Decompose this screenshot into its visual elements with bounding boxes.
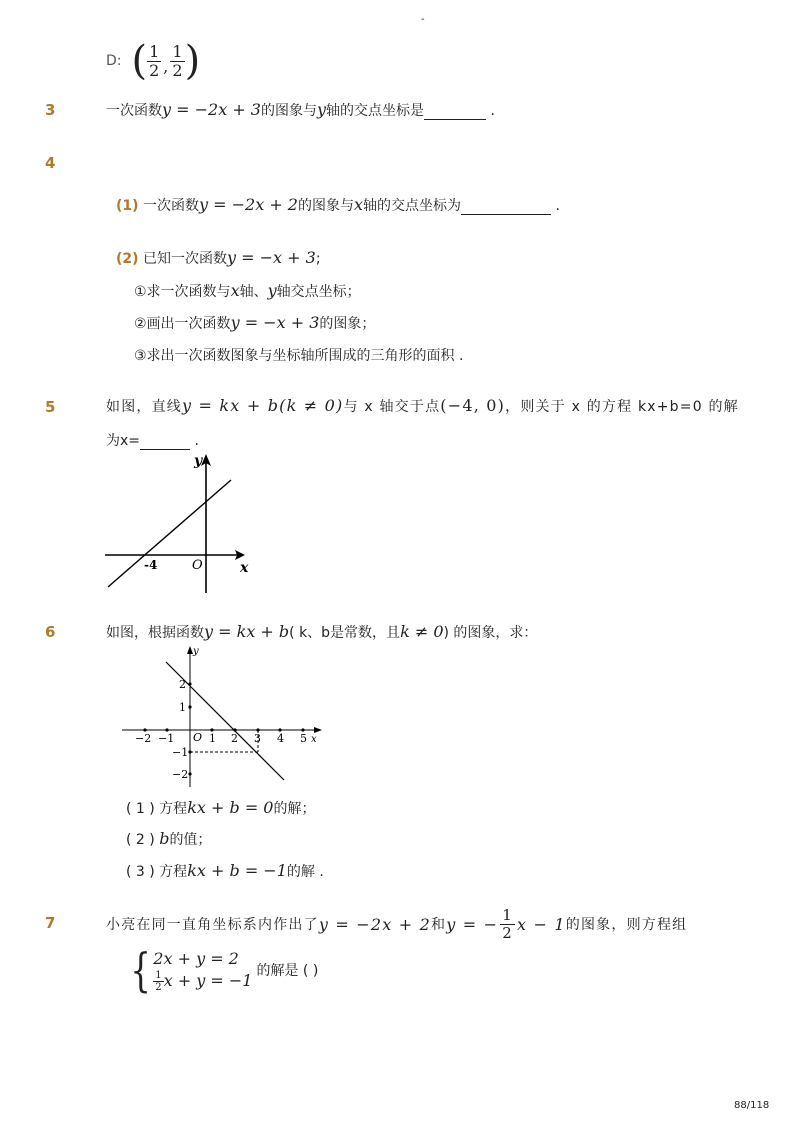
question-4-part-2: (2) 已知一次函数y = −x + 3; <box>116 248 321 267</box>
y-axis-label: y <box>193 646 199 657</box>
question-3-text: 一次函数y = −2x + 3的图象与y轴的交点坐标是 . <box>106 100 495 119</box>
question-7-system <box>126 943 318 997</box>
question-5-number: 5 <box>45 398 56 416</box>
y-tick-1: 1 <box>179 701 186 714</box>
option-d-right-num: 1 <box>172 41 183 61</box>
option-d-left-den: 2 <box>149 60 160 80</box>
graph-line <box>108 480 231 587</box>
x-tick-minus-1: −1 <box>158 732 175 745</box>
x-axis-arrow-icon <box>314 727 322 733</box>
x-tick-3: 3 <box>254 732 261 745</box>
question-4-step-2: ②画出一次函数y = −x + 3的图象； <box>134 313 376 332</box>
question-6-graph <box>118 642 328 792</box>
equation-1: 2x + y = 2 <box>153 948 239 968</box>
y-tick-minus-2: −2 <box>172 768 189 781</box>
option-d: D: ( $\frac{1}{2}$ , $\frac{1}{2}$ ) <box>106 38 201 84</box>
question-5-line-2: 为x= . <box>106 433 199 449</box>
origin-label: O <box>193 731 203 744</box>
tick-label-minus-4: -4 <box>144 558 158 572</box>
brace-icon: { <box>130 943 151 997</box>
question-3-answer-blank[interactable] <box>424 104 486 120</box>
question-6-text: 如图，根据函数y = kx + b( k、b是常数，且k ≠ 0) 的图象，求： <box>106 622 538 641</box>
option-d-sep: , <box>163 56 169 76</box>
x-axis-label: x <box>311 734 317 745</box>
question-6-sub-1: ( 1 ) 方程kx + b = 0的解； <box>126 798 316 817</box>
question-4-step-1: ①求一次函数与x轴、y轴交点坐标； <box>134 281 361 300</box>
question-4-number: 4 <box>45 154 56 172</box>
question-3-number: 3 <box>45 101 56 119</box>
option-d-right-den: 2 <box>172 60 183 80</box>
question-6-sub-3: ( 3 ) 方程kx + b = −1的解 . <box>126 861 324 880</box>
top-mark: - <box>421 14 425 25</box>
x-tick-4: 4 <box>277 732 284 745</box>
option-d-left-num: 1 <box>149 41 160 61</box>
x-axis-label: x <box>240 560 249 576</box>
equation-2: $\frac{1}{2}$ x + y = −1 <box>155 969 253 993</box>
x-tick-5: 5 <box>300 732 307 745</box>
question-7-text: 小亮在同一直角坐标系内作出了 y = −2x + 2 和 y = − $\frac{1}{2}$ x − 1 的图象，则方程组 <box>106 906 688 942</box>
option-d-label: D: <box>106 53 122 69</box>
question-4-answer-blank[interactable] <box>461 199 551 215</box>
question-7-number: 7 <box>45 914 56 932</box>
origin-label: O <box>192 558 203 573</box>
question-6-number: 6 <box>45 623 56 641</box>
question-4-step-3: ③求出一次函数图象与坐标轴所围成的三角形的面积 . <box>134 348 464 364</box>
y-axis-label: y <box>194 453 203 469</box>
x-tick-minus-2: −2 <box>135 732 152 745</box>
question-4-part-1: (1) 一次函数y = −2x + 2的图象与x轴的交点坐标为 . <box>116 195 560 214</box>
question-5-text: 如图，直线y = kx + b(k ≠ 0)与 x 轴交于点(−4, 0)，则关于 x 的方程 kx+b=0 的解 <box>106 396 739 415</box>
question-5-graph <box>100 448 260 598</box>
question-7-answer-paren[interactable]: 的解是 ( ) <box>256 963 319 979</box>
x-tick-2: 2 <box>231 732 238 745</box>
x-tick-1: 1 <box>209 732 216 745</box>
y-tick-minus-1: −1 <box>172 746 189 759</box>
question-6-sub-2: ( 2 ) b的值； <box>126 829 212 848</box>
page-number: 88/118 <box>734 1100 770 1111</box>
y-tick-2: 2 <box>179 678 186 691</box>
